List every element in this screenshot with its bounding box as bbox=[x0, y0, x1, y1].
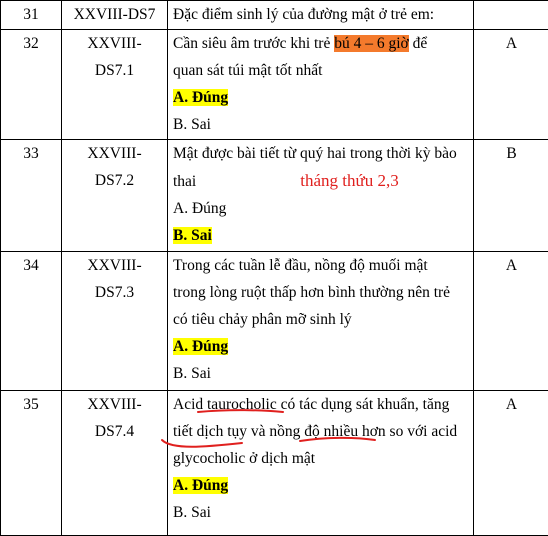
code-line: XXVIII- bbox=[62, 30, 167, 57]
option-b: B. Sai bbox=[173, 360, 473, 387]
question-number: 32 bbox=[1, 30, 62, 140]
orange-highlight: bú 4 – 6 giờ bbox=[334, 35, 409, 52]
code-line: DS7.1 bbox=[62, 57, 167, 84]
option-b bbox=[173, 222, 473, 249]
question-number: 33 bbox=[1, 140, 62, 252]
question-code bbox=[62, 140, 168, 252]
option-b: B. Sai bbox=[173, 111, 473, 138]
table-row bbox=[1, 30, 548, 140]
question-body bbox=[168, 391, 474, 536]
question-code bbox=[62, 391, 168, 536]
question-text: Mật được bài tiết từ quý hai trong thời kỳ bào bbox=[173, 140, 473, 167]
table-row bbox=[1, 252, 548, 391]
option-a bbox=[173, 472, 473, 499]
answer-cell: A bbox=[474, 252, 548, 391]
question-text-part: thai bbox=[173, 173, 196, 190]
question-body bbox=[168, 252, 474, 391]
code-line: DS7.2 bbox=[62, 167, 167, 194]
question-code bbox=[62, 30, 168, 140]
code-line: XXVIII- bbox=[62, 391, 167, 418]
table-row bbox=[1, 140, 548, 252]
question-text: tiết dịch tụy và nồng độ nhiều hơn so với acid bbox=[173, 418, 473, 445]
option-b: B. Sai bbox=[173, 499, 473, 526]
code-line: XXVIII- bbox=[62, 140, 167, 167]
code-line: XXVIII- bbox=[62, 252, 167, 279]
table-row bbox=[1, 1, 548, 30]
answer-cell bbox=[474, 1, 548, 30]
question-text bbox=[173, 30, 473, 57]
answer-cell: A bbox=[474, 30, 548, 140]
correct-option-highlight: A. Đúng bbox=[173, 89, 228, 106]
question-text: Acid taurocholic có tác dụng sát khuẩn, tăng bbox=[173, 391, 473, 418]
question-text: Đặc điểm sinh lý của đường mật ở trẻ em: bbox=[168, 1, 474, 30]
answer-cell: B bbox=[474, 140, 548, 252]
code-line: DS7.4 bbox=[62, 418, 167, 445]
question-number: 35 bbox=[1, 391, 62, 536]
code-line: DS7.3 bbox=[62, 279, 167, 306]
question-text: Trong các tuần lễ đầu, nồng độ muối mật bbox=[173, 252, 473, 279]
question-text-part: để bbox=[409, 35, 428, 52]
question-text bbox=[173, 167, 473, 195]
correct-option-highlight: A. Đúng bbox=[173, 338, 228, 355]
question-code bbox=[62, 252, 168, 391]
question-text: trong lòng ruột thấp hơn bình thường nên trẻ bbox=[173, 279, 473, 306]
correct-option-highlight: A. Đúng bbox=[173, 477, 228, 494]
correct-option-highlight: B. Sai bbox=[173, 227, 212, 244]
question-text-part: Cần siêu âm trước khi trẻ bbox=[173, 35, 334, 52]
answer-cell: A bbox=[474, 391, 548, 536]
question-number: 34 bbox=[1, 252, 62, 391]
question-body bbox=[168, 30, 474, 140]
question-number: 31 bbox=[1, 1, 62, 30]
option-a: A. Đúng bbox=[173, 195, 473, 222]
question-body bbox=[168, 140, 474, 252]
option-a bbox=[173, 84, 473, 111]
table-row bbox=[1, 391, 548, 536]
question-code: XXVIII-DS7 bbox=[62, 1, 168, 30]
question-text: glycocholic ở dịch mật bbox=[173, 445, 473, 472]
question-text: có tiêu chảy phân mỡ sinh lý bbox=[173, 306, 473, 333]
handwritten-note: tháng thứu 2,3 bbox=[300, 171, 398, 190]
option-a bbox=[173, 333, 473, 360]
question-text: quan sát túi mật tốt nhất bbox=[173, 57, 473, 84]
